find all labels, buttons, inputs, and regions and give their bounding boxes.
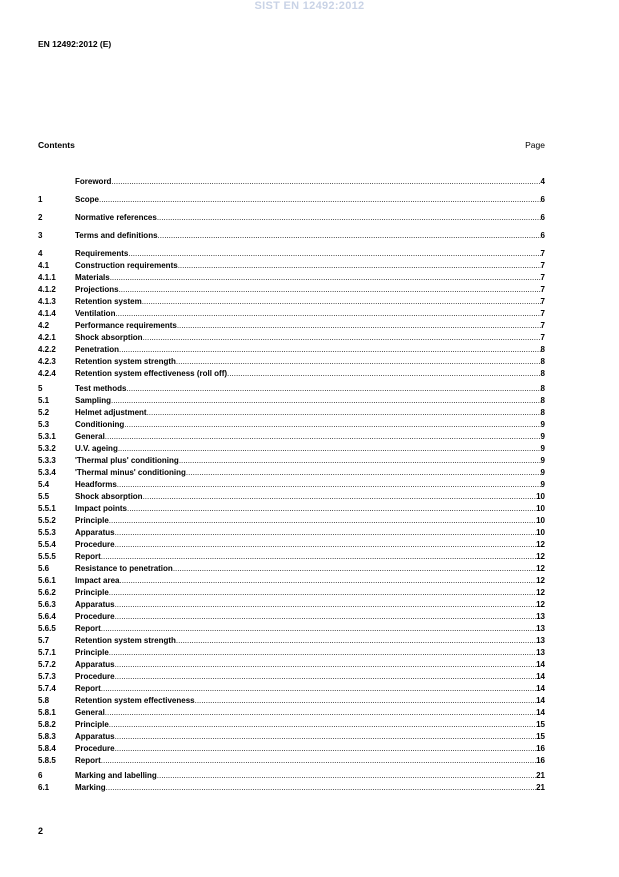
- toc-entry-number: 4.2.1: [38, 333, 56, 342]
- toc-entry[interactable]: [38, 695, 545, 707]
- toc-dot-leader: [115, 671, 537, 683]
- toc-entry-title: Impact points: [75, 504, 128, 513]
- toc-entry-number: 5.5.3: [38, 528, 56, 537]
- toc-entry-number: 5.4: [38, 480, 50, 489]
- toc-dot-leader: [115, 527, 537, 539]
- toc-dot-leader: [117, 479, 541, 491]
- toc-entry-title: Procedure: [75, 612, 115, 621]
- toc-dot-leader: [109, 719, 536, 731]
- toc-dot-leader: [147, 407, 541, 419]
- toc-entry-number: 4.1.3: [38, 297, 56, 306]
- toc-dot-leader: [143, 332, 541, 344]
- toc-entry[interactable]: [38, 623, 545, 635]
- toc-entry[interactable]: [38, 770, 545, 782]
- toc-dot-leader: [158, 230, 541, 242]
- toc-entry-title: Report: [75, 552, 101, 561]
- toc-entry[interactable]: [38, 635, 545, 647]
- toc-entry-title: General: [75, 708, 105, 717]
- toc-entry-page: 4: [540, 177, 545, 186]
- toc-dot-leader: [111, 395, 541, 407]
- toc-dot-leader: [119, 575, 536, 587]
- toc-entry-page: 14: [536, 696, 545, 705]
- toc-entry[interactable]: [38, 515, 545, 527]
- toc-entry-page: 7: [540, 309, 545, 318]
- toc-entry-title: Principle: [75, 516, 109, 525]
- toc-dot-leader: [115, 743, 537, 755]
- toc-dot-leader: [126, 383, 540, 395]
- toc-entry-page: 13: [536, 612, 545, 621]
- toc-entry-number: 5.7.1: [38, 648, 56, 657]
- watermark: SIST EN 12492:2012: [254, 0, 365, 12]
- toc-dot-leader: [99, 194, 541, 206]
- toc-entry-page: 7: [540, 333, 545, 342]
- toc-dot-leader: [179, 455, 541, 467]
- toc-entry-title: Ventilation: [75, 309, 116, 318]
- toc-entry-number: 5.8.3: [38, 732, 56, 741]
- toc-entry[interactable]: [38, 248, 545, 260]
- toc-entry-title: Principle: [75, 588, 109, 597]
- toc-entry[interactable]: [38, 491, 545, 503]
- toc-entry-page: 13: [536, 648, 545, 657]
- toc-entry-page: 6: [540, 195, 545, 204]
- toc-entry-title: Procedure: [75, 540, 115, 549]
- toc-entry-page: 12: [536, 600, 545, 609]
- toc-entry[interactable]: [38, 176, 545, 188]
- toc-entry-page: 14: [536, 708, 545, 717]
- toc-entry-page: 8: [540, 396, 545, 405]
- toc-entry-title: U.V. ageing: [75, 444, 118, 453]
- toc-entry-title: 'Thermal plus' conditioning: [75, 456, 179, 465]
- toc-entry[interactable]: [38, 719, 545, 731]
- toc-entry-page: 7: [540, 273, 545, 282]
- toc-entry-page: 21: [536, 771, 545, 780]
- toc-entry[interactable]: [38, 683, 545, 695]
- toc-entry-number: 5.8.1: [38, 708, 56, 717]
- toc-entry[interactable]: [38, 563, 545, 575]
- toc-entry-page: 6: [540, 231, 545, 240]
- toc-entry[interactable]: [38, 503, 545, 515]
- toc-entry-page: 10: [536, 516, 545, 525]
- toc-entry-title: Resistance to penetration: [75, 564, 173, 573]
- page-number: 2: [38, 826, 44, 836]
- toc-entry-title: Normative references: [75, 213, 157, 222]
- toc-dot-leader: [157, 212, 541, 224]
- toc-entry[interactable]: [38, 671, 545, 683]
- toc-entry-page: 15: [536, 732, 545, 741]
- toc-dot-leader: [101, 551, 536, 563]
- toc-entry-number: 5.2: [38, 408, 50, 417]
- toc-entry-title: Test methods: [75, 384, 127, 393]
- toc-entry-title: Retention system: [75, 297, 142, 306]
- toc-entry-title: Marking and labelling: [75, 771, 157, 780]
- toc-dot-leader: [110, 272, 541, 284]
- toc-dot-leader: [119, 344, 541, 356]
- toc-entry-page: 9: [540, 456, 545, 465]
- toc-dot-leader: [127, 503, 536, 515]
- toc-entry[interactable]: [38, 479, 545, 491]
- toc-entry-title: Terms and definitions: [75, 231, 158, 240]
- toc-entry-page: 12: [536, 552, 545, 561]
- toc-dot-leader: [143, 491, 537, 503]
- toc-entry-page: 9: [540, 468, 545, 477]
- toc-entry-title: Helmet adjustment: [75, 408, 147, 417]
- toc-entry-page: 9: [540, 420, 545, 429]
- toc-entry-page: 16: [536, 744, 545, 753]
- toc-entry-page: 8: [540, 408, 545, 417]
- toc-entry[interactable]: [38, 467, 545, 479]
- toc-entry-number: 5.6.5: [38, 624, 56, 633]
- toc-entry-title: Performance requirements: [75, 321, 177, 330]
- toc-entry[interactable]: [38, 419, 545, 431]
- toc-entry[interactable]: [38, 527, 545, 539]
- toc-entry-number: 6: [38, 771, 43, 780]
- toc-entry-title: Procedure: [75, 744, 115, 753]
- toc-entry[interactable]: [38, 551, 545, 563]
- toc-entry[interactable]: [38, 443, 545, 455]
- toc-entry-title: Materials: [75, 273, 110, 282]
- toc-entry-page: 14: [536, 660, 545, 669]
- toc-entry-number: 5.8: [38, 696, 50, 705]
- toc-entry[interactable]: [38, 230, 545, 242]
- toc-entry-number: 5.5: [38, 492, 50, 501]
- toc-entry-title: Principle: [75, 648, 109, 657]
- table-of-contents: [38, 176, 545, 794]
- toc-entry-number: 4.2.2: [38, 345, 56, 354]
- toc-entry-number: 5.8.5: [38, 756, 56, 765]
- toc-dot-leader: [101, 755, 536, 767]
- toc-entry[interactable]: [38, 383, 545, 395]
- toc-entry-title: 'Thermal minus' conditioning: [75, 468, 186, 477]
- toc-entry[interactable]: [38, 272, 545, 284]
- toc-entry[interactable]: [38, 308, 545, 320]
- toc-entry-number: 5.6.3: [38, 600, 56, 609]
- toc-entry-page: 10: [536, 528, 545, 537]
- toc-entry-title: Report: [75, 756, 101, 765]
- toc-entry[interactable]: [38, 320, 545, 332]
- toc-entry-title: Retention system effectiveness (roll off): [75, 369, 228, 378]
- toc-entry-page: 7: [540, 249, 545, 258]
- toc-dot-leader: [119, 284, 541, 296]
- toc-entry-number: 4.2.4: [38, 369, 56, 378]
- toc-entry-title: Apparatus: [75, 600, 115, 609]
- toc-dot-leader: [195, 695, 536, 707]
- toc-entry-number: 4.2: [38, 321, 50, 330]
- toc-dot-leader: [115, 731, 537, 743]
- toc-entry-page: 16: [536, 756, 545, 765]
- toc-dot-leader: [105, 431, 541, 443]
- page-column-label: Page: [525, 140, 545, 150]
- toc-entry-title: Construction requirements: [75, 261, 178, 270]
- toc-entry[interactable]: [38, 587, 545, 599]
- toc-entry-page: 13: [536, 624, 545, 633]
- toc-entry-title: Penetration: [75, 345, 120, 354]
- toc-entry-title: Headforms: [75, 480, 117, 489]
- toc-entry-page: 9: [540, 444, 545, 453]
- toc-entry[interactable]: [38, 647, 545, 659]
- toc-entry-page: 14: [536, 684, 545, 693]
- toc-entry[interactable]: [38, 539, 545, 551]
- toc-entry-number: 5.6: [38, 564, 50, 573]
- toc-dot-leader: [101, 623, 536, 635]
- toc-dot-leader: [109, 647, 536, 659]
- toc-dot-leader: [227, 368, 541, 380]
- toc-entry-title: Apparatus: [75, 732, 115, 741]
- toc-entry-page: 9: [540, 432, 545, 441]
- toc-dot-leader: [115, 659, 537, 671]
- toc-entry-page: 12: [536, 576, 545, 585]
- toc-dot-leader: [178, 260, 541, 272]
- toc-entry[interactable]: [38, 407, 545, 419]
- toc-entry-number: 5.3.1: [38, 432, 56, 441]
- toc-entry-title: Projections: [75, 285, 119, 294]
- toc-dot-leader: [105, 707, 536, 719]
- toc-entry-page: 8: [540, 369, 545, 378]
- toc-dot-leader: [101, 683, 536, 695]
- toc-dot-leader: [115, 611, 537, 623]
- toc-entry[interactable]: [38, 194, 545, 206]
- toc-entry-page: 14: [536, 672, 545, 681]
- toc-entry-page: 8: [540, 357, 545, 366]
- toc-dot-leader: [173, 563, 536, 575]
- toc-entry-number: 5.7.4: [38, 684, 56, 693]
- toc-dot-leader: [186, 467, 541, 479]
- toc-entry-title: Marking: [75, 783, 106, 792]
- toc-entry-page: 10: [536, 504, 545, 513]
- toc-entry-number: 5.3.2: [38, 444, 56, 453]
- toc-entry-page: 15: [536, 720, 545, 729]
- toc-entry-title: Retention system effectiveness: [75, 696, 195, 705]
- toc-dot-leader: [118, 443, 541, 455]
- toc-entry-number: 5.5.4: [38, 540, 56, 549]
- toc-entry[interactable]: [38, 368, 545, 380]
- toc-entry-page: 13: [536, 636, 545, 645]
- toc-dot-leader: [177, 320, 541, 332]
- toc-entry-page: 12: [536, 540, 545, 549]
- toc-entry-title: Scope: [75, 195, 100, 204]
- toc-entry[interactable]: [38, 659, 545, 671]
- toc-entry-number: 4.1: [38, 261, 50, 270]
- toc-entry[interactable]: [38, 755, 545, 767]
- toc-entry[interactable]: [38, 743, 545, 755]
- toc-entry-title: Shock absorption: [75, 333, 143, 342]
- toc-entry[interactable]: [38, 332, 545, 344]
- toc-entry[interactable]: [38, 296, 545, 308]
- toc-dot-leader: [176, 356, 541, 368]
- toc-dot-leader: [109, 515, 536, 527]
- toc-entry-number: 4.2.3: [38, 357, 56, 366]
- toc-entry-number: 5.8.4: [38, 744, 56, 753]
- toc-entry-number: 5.7.3: [38, 672, 56, 681]
- toc-entry[interactable]: [38, 431, 545, 443]
- toc-entry-number: 5.6.2: [38, 588, 56, 597]
- toc-entry-number: 4: [38, 249, 43, 258]
- toc-entry-title: Report: [75, 624, 101, 633]
- toc-entry[interactable]: [38, 599, 545, 611]
- toc-entry-number: 2: [38, 213, 43, 222]
- contents-title: Contents: [38, 140, 75, 150]
- toc-entry[interactable]: [38, 212, 545, 224]
- toc-dot-leader: [142, 296, 541, 308]
- toc-entry-page: 7: [540, 297, 545, 306]
- toc-dot-leader: [115, 539, 537, 551]
- toc-entry-title: Retention system strength: [75, 357, 176, 366]
- toc-dot-leader: [106, 782, 536, 794]
- toc-entry[interactable]: [38, 455, 545, 467]
- toc-entry-number: 5.5.2: [38, 516, 56, 525]
- toc-entry[interactable]: [38, 731, 545, 743]
- toc-dot-leader: [128, 248, 540, 260]
- toc-entry-number: 4.1.2: [38, 285, 56, 294]
- toc-entry-number: 4.1.4: [38, 309, 56, 318]
- toc-dot-leader: [176, 635, 536, 647]
- toc-entry-page: 12: [536, 588, 545, 597]
- toc-entry-title: Principle: [75, 720, 109, 729]
- toc-entry-number: 5.1: [38, 396, 50, 405]
- toc-entry[interactable]: [38, 344, 545, 356]
- toc-entry-title: Procedure: [75, 672, 115, 681]
- toc-entry-number: 5.7.2: [38, 660, 56, 669]
- toc-entry-number: 5.8.2: [38, 720, 56, 729]
- toc-dot-leader: [109, 587, 536, 599]
- toc-dot-leader: [124, 419, 540, 431]
- toc-entry-number: 3: [38, 231, 43, 240]
- toc-entry-page: 7: [540, 285, 545, 294]
- toc-entry-page: 9: [540, 480, 545, 489]
- toc-entry-page: 21: [536, 783, 545, 792]
- toc-entry-title: Retention system strength: [75, 636, 176, 645]
- toc-dot-leader: [157, 770, 536, 782]
- toc-entry-number: 5.6.4: [38, 612, 56, 621]
- toc-entry-title: General: [75, 432, 105, 441]
- toc-entry-number: 5.3: [38, 420, 50, 429]
- toc-entry[interactable]: [38, 260, 545, 272]
- toc-entry[interactable]: [38, 356, 545, 368]
- toc-entry-number: 5.7: [38, 636, 50, 645]
- toc-entry-number: 5.6.1: [38, 576, 56, 585]
- toc-entry-number: 5.3.4: [38, 468, 56, 477]
- toc-entry[interactable]: [38, 284, 545, 296]
- toc-dot-leader: [115, 599, 537, 611]
- toc-entry-title: Impact area: [75, 576, 120, 585]
- toc-entry[interactable]: [38, 611, 545, 623]
- toc-entry-number: 5: [38, 384, 43, 393]
- document-id: EN 12492:2012 (E): [38, 39, 112, 49]
- toc-entry-title: Report: [75, 684, 101, 693]
- toc-entry-title: Apparatus: [75, 528, 115, 537]
- toc-entry-title: Sampling: [75, 396, 112, 405]
- toc-entry[interactable]: [38, 395, 545, 407]
- toc-entry-title: Conditioning: [75, 420, 125, 429]
- toc-entry-title: Apparatus: [75, 660, 115, 669]
- toc-entry-page: 7: [540, 261, 545, 270]
- toc-entry-page: 12: [536, 564, 545, 573]
- toc-entry-number: 1: [38, 195, 43, 204]
- toc-entry-number: 6.1: [38, 783, 50, 792]
- toc-entry-number: 5.5.5: [38, 552, 56, 561]
- toc-entry-page: 8: [540, 384, 545, 393]
- toc-entry-page: 8: [540, 345, 545, 354]
- toc-entry-number: 5.5.1: [38, 504, 56, 513]
- toc-dot-leader: [115, 308, 540, 320]
- toc-entry-title: Shock absorption: [75, 492, 143, 501]
- toc-entry-page: 7: [540, 321, 545, 330]
- toc-entry[interactable]: [38, 707, 545, 719]
- toc-entry-number: 4.1.1: [38, 273, 56, 282]
- toc-entry[interactable]: [38, 782, 545, 794]
- toc-entry-page: 10: [536, 492, 545, 501]
- toc-entry-number: 5.3.3: [38, 456, 56, 465]
- toc-entry-title: Foreword: [75, 177, 112, 186]
- toc-entry-page: 6: [540, 213, 545, 222]
- toc-dot-leader: [111, 176, 540, 188]
- toc-entry-title: Requirements: [75, 249, 129, 258]
- toc-entry[interactable]: [38, 575, 545, 587]
